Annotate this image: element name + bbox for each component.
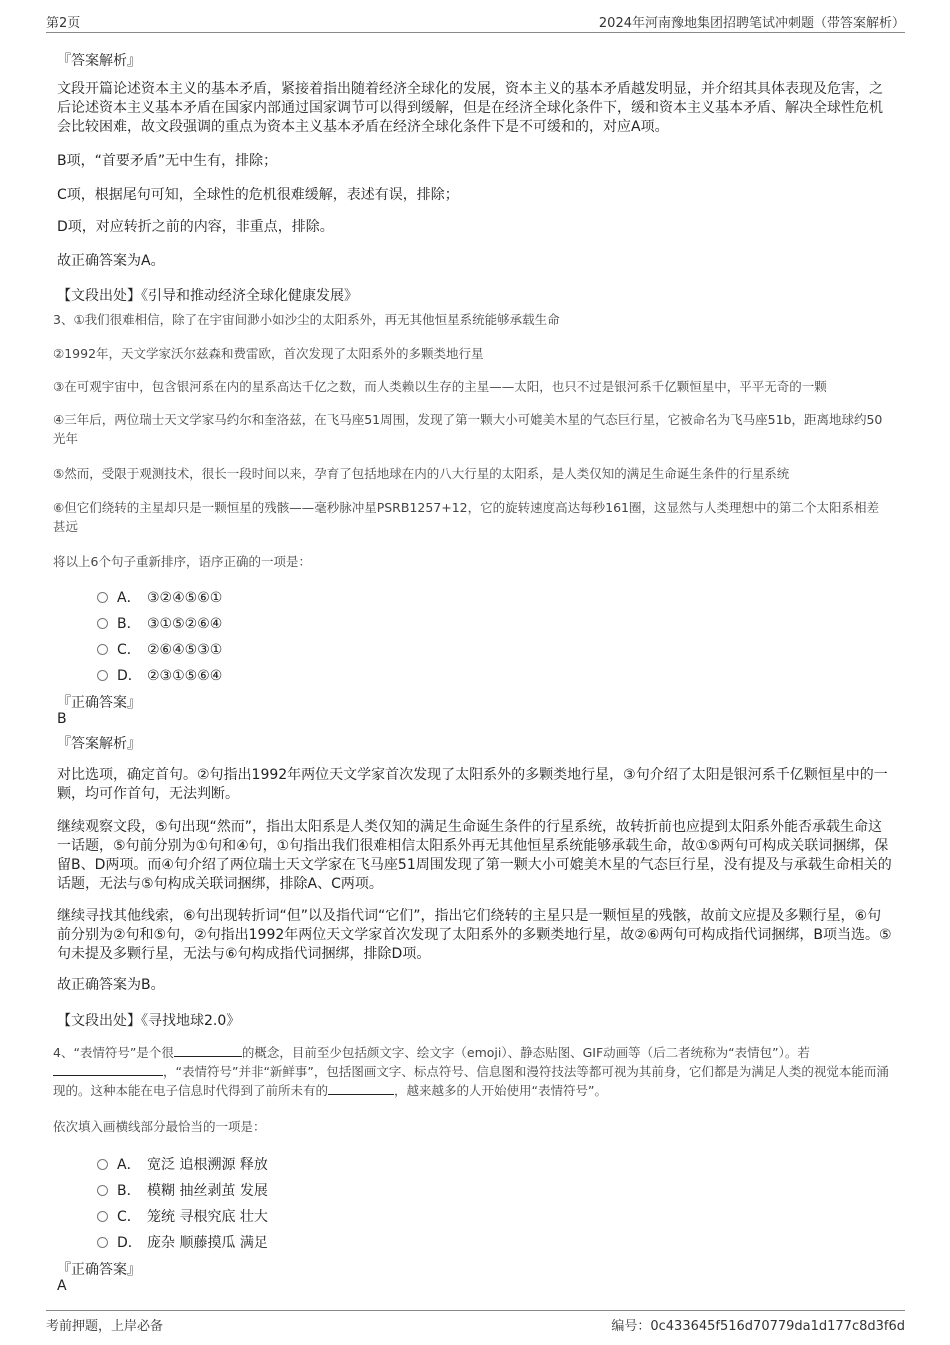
document-id: 编号：0c433645f516d70779da1d177c8d3f6d	[611, 1319, 905, 1334]
q4-prompt: 依次填入画横线部分最恰当的一项是：	[53, 1119, 266, 1134]
blank-3	[328, 1082, 394, 1095]
footer-slogan: 考前押题，上岸必备	[46, 1319, 164, 1334]
q4-question: 4、“表情符号”是个很 的概念，目前至少包括颜文字、绘文字（emoji）、静态贴图、GIF动画等（后二者统称为“表情包”）。若，“表情符号”并非“新鲜事”，包括图画文字、标点符号、信息图和漫符技法等都可视为其前身，它们都是为满足人类的视觉本能而涌现的。这种本能在电子信息时代得到了前所未有的 ，越来越多的人开始使用“表情符号”。	[53, 1045, 889, 1098]
q3-sentence-3: ③在可观宇宙中，包含银河系在内的星系高达千亿之数，而人类赖以生存的主星——太阳，也只不过是银河系千亿颗恒星中，平平无奇的一颗	[53, 379, 827, 394]
q3-option-c[interactable]: C． ②⑥④⑤③①	[97, 639, 222, 659]
q3-analysis-label: 『答案解析』	[57, 736, 141, 752]
q4-option-b[interactable]: B． 模糊 抽丝剥茧 发展	[97, 1180, 268, 1200]
q2-analysis-paragraph-4: D项，对应转折之前的内容，非重点，排除。	[57, 219, 334, 235]
q4-option-c[interactable]: C． 笼统 寻根究底 壮大	[97, 1206, 268, 1226]
q4-answer-label: 『正确答案』	[57, 1262, 141, 1278]
q3-sentence-2: ②1992年，天文学家沃尔兹森和费雷欧，首次发现了太阳系外的多颗类地行星	[53, 346, 484, 361]
q2-source: 【文段出处】《引导和推动经济全球化健康发展》	[57, 288, 358, 304]
document-title: 2024年河南豫地集团招聘笔试冲刺题（带答案解析）	[598, 16, 905, 31]
page-footer	[46, 1310, 905, 1335]
q3-answer: B	[57, 711, 67, 727]
q4-option-a[interactable]: A． 宽泛 追根溯源 释放	[97, 1154, 268, 1174]
q3-option-d[interactable]: D． ②③①⑤⑥④	[97, 665, 222, 685]
page-number: 第2页	[46, 16, 81, 31]
q4-answer: A	[57, 1278, 67, 1294]
blank-2	[53, 1063, 163, 1076]
radio-icon[interactable]	[97, 1237, 108, 1248]
q3-option-b[interactable]: B． ③①⑤②⑥④	[97, 613, 222, 633]
q3-analysis-paragraph-4: 故正确答案为B。	[57, 977, 165, 993]
q3-analysis-paragraph-3: 继续寻找其他线索，⑥句出现转折词“但”以及指代词“它们”，指出它们绕转的主星只是一颗恒星的残骸，故前文应提及多颗行星，⑥句前分别为②句和⑤句，②句指出1992年两位天文学家首次发现了太阳系外的多颗类地行星，故②⑥两句可构成指代词捆绑，B项当选。⑤句未提及多颗行星，无法与⑥句构成指代词捆绑，排除D项。	[57, 908, 892, 962]
q3-analysis-paragraph-2: 继续观察文段，⑤句出现“然而”，指出太阳系是人类仅知的满足生命诞生条件的行星系统，故转折前也应提到太阳系外能否承载生命这一话题，⑤句前分别为①句和④句，①句指出我们很难相信太阳系外再无其他恒星系统能够承载生命，故①⑤两句可构成关联词捆绑，保留B、D两项。而④句介绍了两位瑞士天文学家在飞马座51周围发现了第一颗大小可媲美木星的气态巨行星，没有提及与承载生命相关的话题，无法与⑤句构成关联词捆绑，排除A、C两项。	[57, 819, 892, 892]
blank-1	[174, 1044, 242, 1057]
q3-sentence-5: ⑤然而，受限于观测技术，很长一段时间以来，孕育了包括地球在内的八大行星的太阳系，是人类仅知的满足生命诞生条件的行星系统	[53, 466, 790, 481]
radio-icon[interactable]	[97, 592, 108, 603]
q3-sentence-4: ④三年后，两位瑞士天文学家马约尔和奎洛兹，在飞马座51周围，发现了第一颗大小可媲美木星的气态巨行星，它被命名为飞马座51b，距离地球约50光年	[53, 412, 883, 446]
q2-analysis-paragraph-1: 文段开篇论述资本主义的基本矛盾，紧接着指出随着经济全球化的发展，资本主义的基本矛盾越发明显，并介绍其具体表现及危害，之后论述资本主义基本矛盾在国家内部通过国家调节可以得到缓解，但是在经济全球化条件下，缓和资本主义基本矛盾、解决全球性危机会比较困难，故文段强调的重点为资本主义基本矛盾在经济全球化条件下是不可缓和的，对应A项。	[57, 81, 883, 135]
q4-option-d[interactable]: D． 庞杂 顺藤摸瓜 满足	[97, 1232, 268, 1252]
q3-source: 【文段出处】《寻找地球2.0》	[57, 1013, 241, 1029]
q3-answer-label: 『正确答案』	[57, 695, 141, 711]
radio-icon[interactable]	[97, 1159, 108, 1170]
q3-sentence-6: ⑥但它们绕转的主星却只是一颗恒星的残骸——毫秒脉冲星PSRB1257+12，它的旋转速度高达每秒161圈，这显然与人类理想中的第二个太阳系相差甚远	[53, 500, 879, 534]
radio-icon[interactable]	[97, 670, 108, 681]
q2-analysis-label: 『答案解析』	[57, 53, 141, 69]
q2-analysis-paragraph-3: C项，根据尾句可知，全球性的危机很难缓解，表述有误，排除；	[57, 187, 459, 203]
q3-prompt: 将以上6个句子重新排序，语序正确的一项是：	[53, 554, 311, 569]
radio-icon[interactable]	[97, 618, 108, 629]
q3-analysis-paragraph-1: 对比选项，确定首句。②句指出1992年两位天文学家首次发现了太阳系外的多颗类地行星，③句介绍了太阳是银河系千亿颗恒星中的一颗，均可作首句，无法判断。	[57, 767, 888, 802]
radio-icon[interactable]	[97, 1211, 108, 1222]
q3-sentence-1: 3、①我们很难相信，除了在宇宙间渺小如沙尘的太阳系外，再无其他恒星系统能够承载生命	[53, 312, 560, 327]
radio-icon[interactable]	[97, 644, 108, 655]
page-header	[46, 10, 905, 33]
q2-analysis-paragraph-2: B项，“首要矛盾”无中生有，排除；	[57, 153, 278, 169]
q2-analysis-paragraph-5: 故正确答案为A。	[57, 253, 165, 269]
q3-option-a[interactable]: A． ③②④⑤⑥①	[97, 587, 222, 607]
radio-icon[interactable]	[97, 1185, 108, 1196]
